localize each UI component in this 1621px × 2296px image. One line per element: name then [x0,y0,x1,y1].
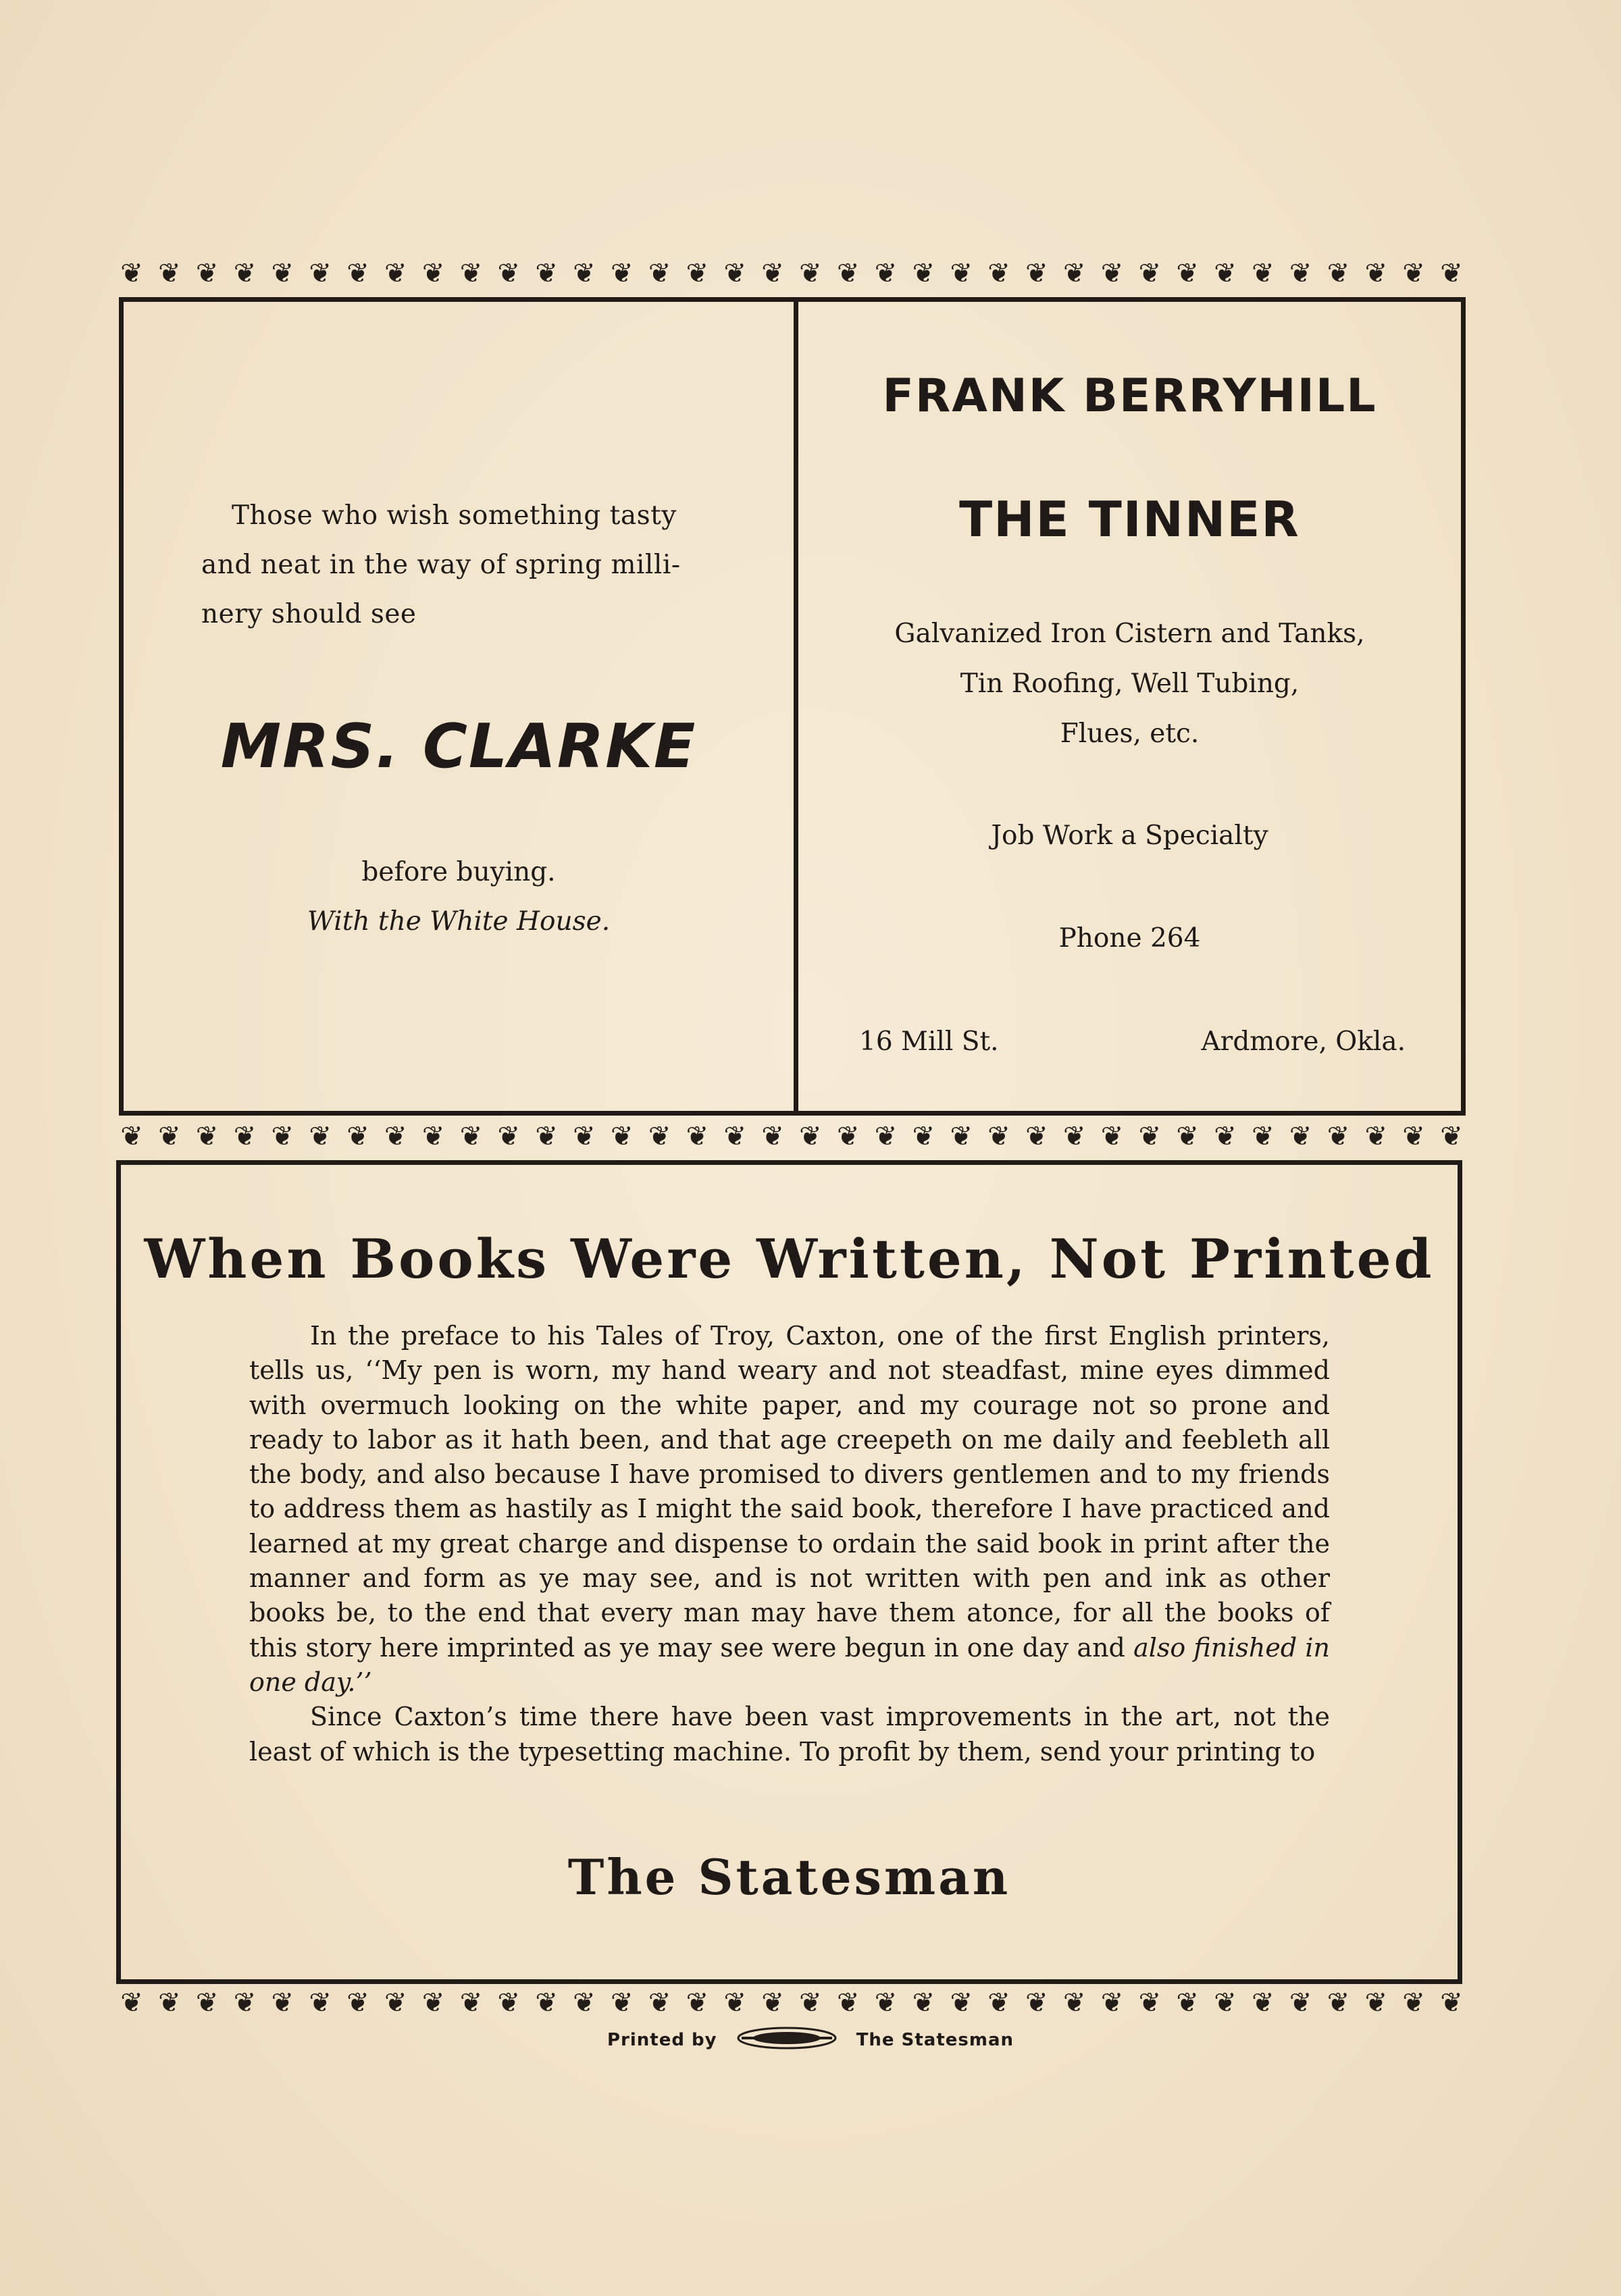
fleuron-icon: ❦ [309,1121,332,1152]
fleuron-icon: ❦ [384,1987,407,2018]
fleuron-icon: ❦ [421,1121,445,1152]
fleuron-icon: ❦ [686,1121,709,1152]
fleuron-icon: ❦ [1289,258,1312,289]
service-line: Flues, etc. [1060,719,1200,749]
fleuron-icon: ❦ [611,1121,634,1152]
fleuron-icon: ❦ [648,258,671,289]
fleuron-icon: ❦ [1364,258,1388,289]
fleuron-icon: ❦ [1289,1987,1312,2018]
ad-location: With the White House. [307,906,611,937]
fleuron-icon: ❦ [686,258,709,289]
fleuron-icon: ❦ [836,258,860,289]
article-signature: The Statesman [567,1848,1011,1906]
fleuron-icon: ❦ [233,1987,257,2018]
article-headline: When Books Were Written, Not Printed [144,1227,1435,1290]
fleuron-icon: ❦ [799,1987,822,2018]
fleuron-icon: ❦ [233,258,257,289]
advertiser-name: FRANK BERRYHILL [882,369,1377,423]
fleuron-icon: ❦ [497,1987,521,2018]
fleuron-icon: ❦ [421,1987,445,2018]
fleuron-icon: ❦ [874,1987,898,2018]
city-state: Ardmore, Okla. [1201,1026,1406,1057]
fleuron-icon: ❦ [723,258,746,289]
fleuron-icon: ❦ [535,1987,558,2018]
fleuron-icon: ❦ [611,258,634,289]
fleuron-icon: ❦ [120,258,143,289]
fleuron-icon: ❦ [346,1987,369,2018]
fleuron-icon: ❦ [195,1987,219,2018]
fleuron-icon: ❦ [1252,1121,1275,1152]
fleuron-icon: ❦ [459,258,483,289]
fleuron-icon: ❦ [346,1121,369,1152]
fleuron-icon: ❦ [1252,1987,1275,2018]
fleuron-icon: ❦ [1402,1121,1425,1152]
fleuron-icon: ❦ [648,1121,671,1152]
fleuron-icon: ❦ [1176,1121,1199,1152]
fleuron-icon: ❦ [271,258,294,289]
fleuron-icon: ❦ [874,1121,898,1152]
fleuron-icon: ❦ [573,1987,596,2018]
ad-frank-berryhill [794,297,1466,1116]
article-paragraph [249,1319,1330,1700]
fleuron-icon: ❦ [271,1987,294,2018]
fleuron-icon: ❦ [1440,258,1463,289]
paragraph-emphasis: also finished in one day.’’ [249,1632,1330,1697]
fleuron-icon: ❦ [1138,1121,1162,1152]
fleuron-icon: ❦ [987,258,1010,289]
fleuron-icon: ❦ [799,1121,822,1152]
fleuron-icon: ❦ [1440,1987,1463,2018]
fleuron-icon: ❦ [950,258,973,289]
ad-intro [201,491,742,639]
fleuron-icon: ❦ [1327,258,1350,289]
fleuron-icon: ❦ [497,258,521,289]
service-line: Tin Roofing, Well Tubing, [960,669,1300,699]
article-paragraph: Since Caxton’s time there have been vast improvements in the art, not the least of which is the typesetting machine. To profit by them, send your printing to [249,1702,1330,1767]
printed-by-label: Printed by [607,2030,717,2050]
fleuron-icon: ❦ [1214,1121,1237,1152]
fleuron-icon: ❦ [158,258,181,289]
phone-number: Phone 264 [1058,923,1201,954]
fleuron-icon: ❦ [836,1987,860,2018]
fleuron-icon: ❦ [1025,258,1048,289]
fleuron-icon: ❦ [1402,258,1425,289]
service-line: Galvanized Iron Cistern and Tanks, [894,619,1365,649]
fleuron-icon: ❦ [761,1987,784,2018]
ornament-row-bottom [116,1987,1467,2018]
ornament-row-top [116,258,1467,289]
intro-line: and neat in the way of spring milli- [201,550,681,580]
fleuron-icon: ❦ [761,1121,784,1152]
fleuron-icon: ❦ [1025,1121,1048,1152]
services-list [798,609,1461,759]
ad-tagline: before buying. [361,857,556,887]
fleuron-icon: ❦ [611,1987,634,2018]
fleuron-icon: ❦ [1100,1121,1124,1152]
advertiser-name: MRS. CLARKE [220,711,697,782]
fleuron-icon: ❦ [723,1121,746,1152]
fleuron-icon: ❦ [158,1987,181,2018]
fleuron-icon: ❦ [1364,1121,1388,1152]
fleuron-icon: ❦ [1176,258,1199,289]
fleuron-icon: ❦ [987,1987,1010,2018]
ad-mrs-clarke [119,297,798,1116]
fleuron-icon: ❦ [950,1987,973,2018]
fleuron-icon: ❦ [761,258,784,289]
fleuron-icon: ❦ [912,1987,935,2018]
fleuron-icon: ❦ [1062,1987,1086,2018]
printer-name: The Statesman [856,2030,1014,2050]
fleuron-icon: ❦ [421,258,445,289]
fleuron-icon: ❦ [1214,1987,1237,2018]
fleuron-icon: ❦ [723,1987,746,2018]
fleuron-icon: ❦ [573,258,596,289]
fleuron-icon: ❦ [535,258,558,289]
fleuron-icon: ❦ [1138,1987,1162,2018]
fleuron-icon: ❦ [497,1121,521,1152]
fleuron-icon: ❦ [1176,1987,1199,2018]
fleuron-icon: ❦ [912,258,935,289]
fleuron-icon: ❦ [1252,258,1275,289]
fleuron-icon: ❦ [309,258,332,289]
fleuron-icon: ❦ [384,258,407,289]
fleuron-icon: ❦ [912,1121,935,1152]
fleuron-icon: ❦ [384,1121,407,1152]
fleuron-icon: ❦ [1062,1121,1086,1152]
intro-line: nery should see [201,599,417,629]
fleuron-icon: ❦ [535,1121,558,1152]
fleuron-icon: ❦ [459,1987,483,2018]
fleuron-icon: ❦ [195,258,219,289]
fleuron-icon: ❦ [120,1987,143,2018]
advertiser-trade: THE TINNER [959,491,1300,548]
fleuron-icon: ❦ [1402,1987,1425,2018]
fleuron-icon: ❦ [1327,1987,1350,2018]
article-box [116,1160,1462,1984]
fleuron-icon: ❦ [987,1121,1010,1152]
fleuron-icon: ❦ [950,1121,973,1152]
fleuron-icon: ❦ [799,258,822,289]
fleuron-icon: ❦ [686,1987,709,2018]
fleuron-icon: ❦ [1214,258,1237,289]
article-body [249,1319,1330,1769]
fleuron-icon: ❦ [1025,1987,1048,2018]
intro-line: Those who wish something tasty [232,500,677,531]
fleuron-icon: ❦ [120,1121,143,1152]
fleuron-icon: ❦ [233,1121,257,1152]
fleuron-icon: ❦ [1327,1121,1350,1152]
fleuron-icon: ❦ [573,1121,596,1152]
fleuron-icon: ❦ [195,1121,219,1152]
fleuron-icon: ❦ [271,1121,294,1152]
fleuron-icon: ❦ [1100,1987,1124,2018]
fleuron-icon: ❦ [1289,1121,1312,1152]
union-label-icon [736,2026,838,2055]
specialty-line: Job Work a Specialty [991,820,1268,851]
paragraph-text: In the preface to his Tales of Troy, Caxton, one of the first English printers, tells us, ‘‘My pen is worn, my hand weary and not steadfast, mine eyes dimmed with overmuch looking on the white paper, and my courage not so prone and ready to labor as it hath been, and that age creepeth on me daily and feebleth all the body, and also because I have promised to divers gentlemen and to my friends to address them as hastily as I might the said book, therefore I have practiced and learned at my great charge and dispense to ordain the said book in print after the manner and form as ye may see, and is not written with pen and ink as other books be, to the end that every man may have them atonce, for all the books of this story here imprinted as ye may see were begun in one day and [249,1321,1330,1663]
street-address: 16 Mill St. [859,1026,999,1057]
fleuron-icon: ❦ [1062,258,1086,289]
fleuron-icon: ❦ [459,1121,483,1152]
fleuron-icon: ❦ [346,258,369,289]
fleuron-icon: ❦ [1138,258,1162,289]
fleuron-icon: ❦ [836,1121,860,1152]
fleuron-icon: ❦ [1100,258,1124,289]
fleuron-icon: ❦ [874,258,898,289]
ornament-row-middle [116,1121,1467,1152]
fleuron-icon: ❦ [309,1987,332,2018]
fleuron-icon: ❦ [648,1987,671,2018]
fleuron-icon: ❦ [1440,1121,1463,1152]
fleuron-icon: ❦ [158,1121,181,1152]
printer-imprint [0,2026,1621,2055]
fleuron-icon: ❦ [1364,1987,1388,2018]
